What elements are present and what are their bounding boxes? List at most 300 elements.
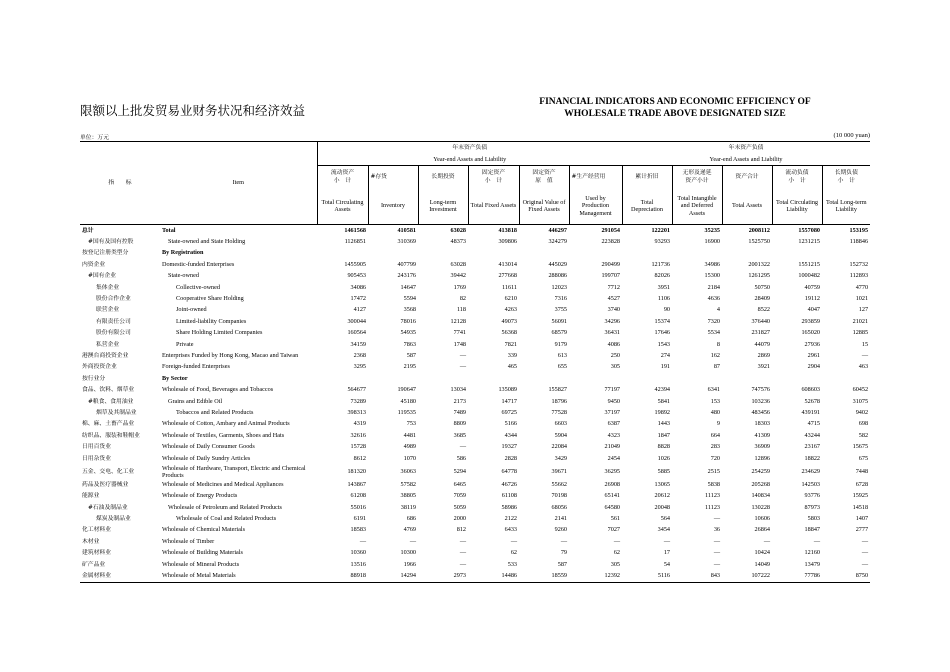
table-cell: 63028: [418, 225, 468, 237]
table-body: [80, 225, 870, 583]
column-header-cn: 累计折旧: [622, 166, 672, 189]
table-cell: 1525750: [748, 238, 771, 246]
table-cell: 19327: [501, 443, 517, 451]
table-row: [80, 491, 870, 502]
table-cell: 698: [858, 420, 869, 428]
table-cell: 8: [716, 340, 721, 348]
unit-label-en: (10 000 yuan): [833, 132, 870, 139]
table-cell: —: [613, 537, 621, 545]
table-cell: 77197: [604, 386, 621, 394]
table-cell: 9179: [554, 340, 567, 348]
table-cell: 3921: [757, 363, 771, 371]
table-cell: 93293: [654, 238, 671, 246]
table-cell: 483456: [751, 408, 771, 416]
table-cell: 11123: [705, 492, 721, 500]
table-cell: 39442: [450, 272, 466, 280]
table-cell: 398313: [347, 408, 366, 416]
table-cell: 1455905: [344, 260, 366, 268]
table-cell: 2454: [607, 454, 621, 462]
table-cell: 277668: [498, 272, 517, 280]
table-cell: 13034: [450, 386, 466, 394]
table-cell: 2777: [855, 526, 869, 534]
row-label-cn: 总计: [80, 225, 160, 237]
table-cell: 587: [406, 351, 416, 359]
table-cell: 9450: [607, 397, 621, 405]
table-cell: 18303: [754, 420, 771, 428]
table-cell: 6341: [707, 386, 721, 394]
column-header-en: Used by Production Management: [569, 188, 622, 225]
table-cell: —: [459, 363, 466, 371]
table-cell: [418, 248, 468, 259]
row-label-cn: 日用百货业: [82, 444, 111, 451]
table-cell: 1106: [657, 295, 671, 303]
table-cell: 655: [557, 363, 567, 371]
table-cell: 1407: [855, 515, 869, 523]
table-cell: 7712: [607, 283, 621, 291]
table-cell: 1966: [403, 560, 416, 568]
table-cell: 122201: [622, 225, 672, 237]
row-label-cn: #粮食、食用油业: [88, 398, 134, 405]
column-header-en: Total Fixed Assets: [468, 188, 519, 225]
column-header-en: Original Value of Fixed Assets: [519, 188, 569, 225]
table-cell: 5803: [807, 515, 821, 523]
table-cell: 103236: [751, 397, 771, 405]
table-row: [80, 570, 870, 582]
table-row: [80, 350, 870, 361]
table-cell: 2001322: [748, 260, 771, 268]
table-cell: 4636: [707, 295, 721, 303]
table-cell: 8750: [822, 570, 870, 582]
row-label-cn: 建筑材料业: [82, 550, 111, 557]
table-cell: 582: [858, 431, 869, 439]
header-group2-cn: 年末资产负债: [622, 142, 870, 155]
table-cell: 10424: [754, 549, 771, 557]
table-cell: 48373: [450, 238, 466, 246]
table-cell: —: [763, 537, 771, 545]
table-cell: 82: [459, 295, 466, 303]
table-cell: —: [713, 515, 721, 523]
table-cell: 1847: [657, 431, 671, 439]
table-cell: 439191: [801, 408, 821, 416]
table-cell: [822, 248, 870, 259]
table-cell: 250: [610, 351, 621, 359]
table-cell: [772, 373, 822, 384]
table-row: [80, 536, 870, 547]
table-cell: 20048: [654, 503, 671, 511]
table-cell: —: [861, 351, 869, 359]
table-cell: 162: [710, 351, 721, 359]
row-label-cn: 日用杂货业: [82, 455, 111, 462]
table-row: [80, 464, 870, 479]
table-cell: [772, 248, 822, 259]
table-cell: 5904: [554, 431, 567, 439]
table-cell: 68579: [551, 329, 567, 337]
table-row: [80, 225, 870, 237]
table-cell: 8522: [757, 306, 771, 314]
table-cell: 407799: [397, 260, 416, 268]
table-cell: 12392: [569, 570, 622, 582]
table-cell: 22084: [551, 443, 567, 451]
table-cell: 1748: [453, 340, 466, 348]
table-cell: 4323: [607, 431, 621, 439]
row-label-cn: 化工材料业: [82, 527, 111, 534]
column-header-cn: 无形及递延 资产小计: [672, 166, 722, 189]
table-cell: —: [861, 549, 869, 557]
table-cell: [569, 373, 622, 384]
table-cell: 82026: [654, 272, 671, 280]
column-header-cn: 流动负债 小 计: [772, 166, 822, 189]
table-cell: 70198: [551, 492, 567, 500]
table-cell: 686: [406, 515, 416, 523]
table-cell: 3429: [554, 454, 567, 462]
table-cell: 5166: [504, 420, 517, 428]
table-cell: —: [459, 537, 466, 545]
table-cell: 56091: [551, 317, 567, 325]
row-label-cn: 港澳台商投资企业: [82, 352, 129, 359]
table-cell: 23167: [804, 443, 821, 451]
table-cell: 43244: [804, 431, 821, 439]
table-cell: 32616: [350, 431, 366, 439]
column-header-en: Total Assets: [722, 188, 772, 225]
column-header-en: Long-term Investment: [418, 188, 468, 225]
table-cell: 413818: [468, 225, 519, 237]
table-cell: 38805: [400, 492, 416, 500]
table-cell: 119535: [397, 408, 416, 416]
table-cell: 4344: [504, 431, 517, 439]
table-cell: 112893: [849, 272, 869, 280]
table-cell: 205268: [751, 480, 771, 488]
table-cell: 1021: [855, 295, 869, 303]
column-header-cn: 固定资产 小 计: [468, 166, 519, 189]
table-cell: 274: [660, 351, 671, 359]
row-label-en: Wholesale of Daily Sundry Articles: [162, 454, 251, 462]
table-cell: 34986: [704, 260, 721, 268]
table-cell: 135089: [498, 386, 517, 394]
header-group1-en: Year-end Assets and Liability: [317, 154, 622, 166]
table-cell: —: [459, 560, 466, 568]
table-cell: 5534: [707, 329, 721, 337]
table-cell: 17472: [350, 295, 366, 303]
table-cell: 12160: [804, 549, 821, 557]
table-cell: —: [459, 351, 466, 359]
column-header-cn: #生产经营用: [569, 166, 622, 189]
table-cell: 87973: [804, 503, 821, 511]
table-cell: 118846: [849, 238, 869, 246]
page-title-en-line2: WHOLESALE TRADE ABOVE DESIGNATED SIZE: [564, 108, 786, 119]
table-cell: 2184: [707, 283, 721, 291]
table-cell: 15728: [350, 443, 366, 451]
table-cell: 45180: [400, 397, 416, 405]
table-row: [80, 548, 870, 559]
table-cell: 14647: [400, 283, 416, 291]
table-cell: 52678: [804, 397, 821, 405]
table-cell: 88918: [317, 570, 368, 582]
table-row: [80, 513, 870, 524]
table-cell: 18822: [804, 454, 821, 462]
row-label-cn: 矿产品业: [82, 561, 106, 568]
table-cell: 34086: [350, 283, 366, 291]
row-label-en: Wholesale of Mineral Products: [162, 560, 240, 568]
table-cell: 4127: [353, 306, 366, 314]
table-cell: 15675: [852, 443, 869, 451]
table-cell: 39671: [551, 467, 567, 475]
table-cell: 305: [610, 363, 621, 371]
row-label-en: Private: [176, 340, 194, 348]
table-cell: 13516: [350, 560, 366, 568]
table-cell: 4481: [403, 431, 416, 439]
table-cell: 7027: [607, 526, 621, 534]
table-row: [80, 248, 870, 259]
table-cell: 46726: [501, 480, 517, 488]
table-cell: 21049: [604, 443, 621, 451]
table-row: [80, 453, 870, 464]
table-cell: 118: [456, 306, 466, 314]
table-cell: 15: [861, 340, 869, 348]
row-label-cn: 联营企业: [96, 307, 120, 314]
table-cell: 155827: [548, 386, 567, 394]
header-item-en: Item: [160, 142, 317, 225]
table-cell: [622, 373, 672, 384]
table-cell: 300044: [347, 317, 366, 325]
table-cell: 77528: [551, 408, 567, 416]
table-row: [80, 328, 870, 339]
table-cell: 152732: [849, 260, 869, 268]
table-cell: 14717: [501, 397, 517, 405]
table-cell: 90: [663, 306, 671, 314]
table-row: [80, 559, 870, 570]
financial-table: [80, 141, 870, 583]
table-cell: 19892: [654, 408, 671, 416]
table-cell: 26908: [604, 480, 621, 488]
table-cell: 13479: [804, 560, 821, 568]
table-row: [80, 316, 870, 327]
table-cell: 36431: [604, 329, 621, 337]
column-header-en: Total Circulating Assets: [317, 188, 368, 225]
table-cell: 140834: [751, 492, 771, 500]
header-group1-cn: 年末资产负债: [317, 142, 622, 155]
column-header-en: Total Depreciation: [622, 188, 672, 225]
table-cell: 9260: [554, 526, 567, 534]
table-cell: 49073: [501, 317, 517, 325]
row-label-cn: 烟草及其制品业: [96, 409, 137, 416]
table-row: [80, 282, 870, 293]
table-cell: 4086: [607, 340, 621, 348]
table-cell: 720: [710, 454, 721, 462]
table-cell: 3295: [353, 363, 366, 371]
table-cell: 87: [713, 363, 721, 371]
table-cell: 4263: [504, 306, 517, 314]
page-title-cn: 限额以上批发贸易业财务状况和经济效益: [80, 103, 306, 118]
table-cell: 160564: [347, 329, 366, 337]
table-row: [80, 525, 870, 536]
table-cell: 1261295: [748, 272, 771, 280]
table-cell: 587: [557, 560, 567, 568]
table-row: [80, 305, 870, 316]
table-cell: 7863: [403, 340, 416, 348]
row-label-en: Wholesale of Timber: [162, 537, 215, 545]
table-cell: [722, 248, 772, 259]
row-label-en: Wholesale of Daily Consumer Goods: [162, 443, 255, 451]
row-label-cn: 煤炭及制品业: [96, 516, 131, 523]
table-cell: 3454: [657, 526, 671, 534]
table-cell: 7059: [453, 492, 466, 500]
table-cell: 57582: [400, 480, 416, 488]
table-cell: 9: [716, 420, 721, 428]
table-cell: 753: [406, 420, 416, 428]
table-cell: 142503: [801, 480, 821, 488]
table-cell: —: [560, 537, 567, 545]
row-label-en: Wholesale of Medicines and Medical Appliances: [162, 480, 284, 488]
table-row: [80, 441, 870, 452]
table-cell: 34159: [350, 340, 366, 348]
table-cell: 11611: [501, 283, 517, 291]
table-cell: 2000: [453, 515, 466, 523]
row-label-cn: 内资企业: [82, 261, 106, 268]
table-cell: 310369: [397, 238, 416, 246]
column-header-en: Total Intangible and Deferred Assets: [672, 188, 722, 225]
table-cell: 62: [613, 549, 621, 557]
table-cell: 36909: [754, 443, 771, 451]
page-title-en: [500, 97, 850, 120]
row-label-cn: 有限责任公司: [96, 318, 131, 325]
table-cell: 40759: [804, 283, 821, 291]
table-cell: 55016: [350, 503, 366, 511]
table-cell: 15925: [852, 492, 869, 500]
table-row: [80, 293, 870, 304]
table-cell: 3951: [657, 283, 671, 291]
table-cell: 153195: [822, 225, 870, 237]
table-cell: 6433: [504, 526, 517, 534]
table-cell: [418, 373, 468, 384]
table-cell: 65141: [604, 492, 621, 500]
table-cell: 73289: [350, 397, 366, 405]
table-cell: 6387: [607, 420, 621, 428]
table-cell: 2173: [453, 397, 466, 405]
row-label-cn: 私营企业: [96, 341, 120, 348]
table-cell: 14486: [468, 570, 519, 582]
row-label-cn: 股份有限公司: [96, 330, 131, 337]
table-cell: 10606: [754, 515, 771, 523]
table-cell: 7821: [504, 340, 517, 348]
table-cell: 3685: [453, 431, 466, 439]
table-cell: 290499: [601, 260, 621, 268]
table-cell: [622, 248, 672, 259]
table-cell: 77786: [772, 570, 822, 582]
table-cell: 60452: [852, 386, 869, 394]
table-cell: 93776: [804, 492, 821, 500]
table-cell: 8828: [657, 443, 671, 451]
table-cell: 12023: [551, 283, 567, 291]
table-cell: 6191: [353, 515, 366, 523]
table-cell: 130228: [751, 503, 771, 511]
table-cell: [468, 373, 519, 384]
table-cell: 2973: [418, 570, 468, 582]
table-cell: 2961: [807, 351, 821, 359]
column-header-cn: 流动资产 小 计: [317, 166, 368, 189]
table-cell: 2904: [807, 363, 821, 371]
table-cell: 6603: [554, 420, 567, 428]
table-cell: 4319: [353, 420, 366, 428]
row-label-cn: 能源业: [82, 493, 100, 500]
table-cell: 1769: [453, 283, 466, 291]
table-cell: 107222: [722, 570, 772, 582]
table-cell: 675: [858, 454, 869, 462]
table-cell: 1126851: [344, 238, 366, 246]
row-label-cn: 按行业分: [82, 375, 106, 382]
table-cell: 18847: [804, 526, 821, 534]
table-cell: 747576: [751, 386, 771, 394]
column-header-cn: #存货: [368, 166, 418, 189]
table-cell: 9402: [855, 408, 869, 416]
table-header: [80, 142, 870, 225]
table-cell: 1443: [657, 420, 671, 428]
table-cell: 165020: [801, 329, 821, 337]
row-label-en: Wholesale of Building Materials: [162, 549, 243, 557]
row-label-en: Foreign-funded Enterprises: [162, 363, 230, 371]
table-cell: [672, 373, 722, 384]
row-label-cn: 食品、饮料、烟草业: [82, 387, 135, 394]
table-cell: 69725: [501, 408, 517, 416]
table-cell: 79: [560, 549, 567, 557]
table-cell: 5841: [657, 397, 671, 405]
row-label-cn: 棉、麻、土畜产品业: [82, 421, 135, 428]
table-cell: 14049: [754, 560, 771, 568]
row-label-cn: 木材业: [82, 538, 100, 545]
table-cell: 283: [710, 443, 721, 451]
table-cell: 63028: [450, 260, 466, 268]
column-header-cn: 长期负债 小 计: [822, 166, 870, 189]
table-cell: 445029: [548, 260, 567, 268]
table-cell: 564677: [347, 386, 366, 394]
column-header-cn: 长期投资: [418, 166, 468, 189]
row-label-cn: 按登记注册类型分: [82, 250, 129, 257]
column-header-en: Total Circulating Liability: [772, 188, 822, 225]
row-label-en: Wholesale of Energy Products: [162, 492, 238, 500]
table-cell: 18559: [519, 570, 569, 582]
table-cell: 613: [557, 351, 567, 359]
table-row: [80, 502, 870, 513]
table-cell: 50750: [754, 283, 771, 291]
table-cell: 11123: [705, 503, 721, 511]
table-cell: 27936: [804, 340, 821, 348]
table-cell: 4: [716, 306, 721, 314]
table-cell: 19112: [804, 295, 821, 303]
table-cell: 324279: [548, 238, 567, 246]
row-label-en: State-owned: [168, 272, 199, 280]
table-row: [80, 430, 870, 441]
table-cell: 12128: [450, 317, 466, 325]
table-cell: 1551215: [798, 260, 821, 268]
table-cell: 291054: [569, 225, 622, 237]
table-cell: 20612: [654, 492, 671, 500]
table-cell: 12885: [852, 329, 869, 337]
table-cell: 38119: [400, 503, 416, 511]
row-label-en: Tobaccos and Related Products: [176, 408, 254, 416]
table-cell: 3568: [403, 306, 416, 314]
table-cell: 533: [507, 560, 517, 568]
table-row: [80, 407, 870, 418]
table-cell: —: [459, 443, 466, 451]
table-cell: [368, 373, 418, 384]
table-cell: 64580: [604, 503, 621, 511]
table-cell: —: [359, 537, 366, 545]
table-row: [80, 339, 870, 350]
table-cell: 14294: [368, 570, 418, 582]
table-cell: 339: [507, 351, 517, 359]
table-cell: 376440: [751, 317, 771, 325]
table-cell: 13065: [654, 480, 671, 488]
table-cell: 8809: [453, 420, 466, 428]
